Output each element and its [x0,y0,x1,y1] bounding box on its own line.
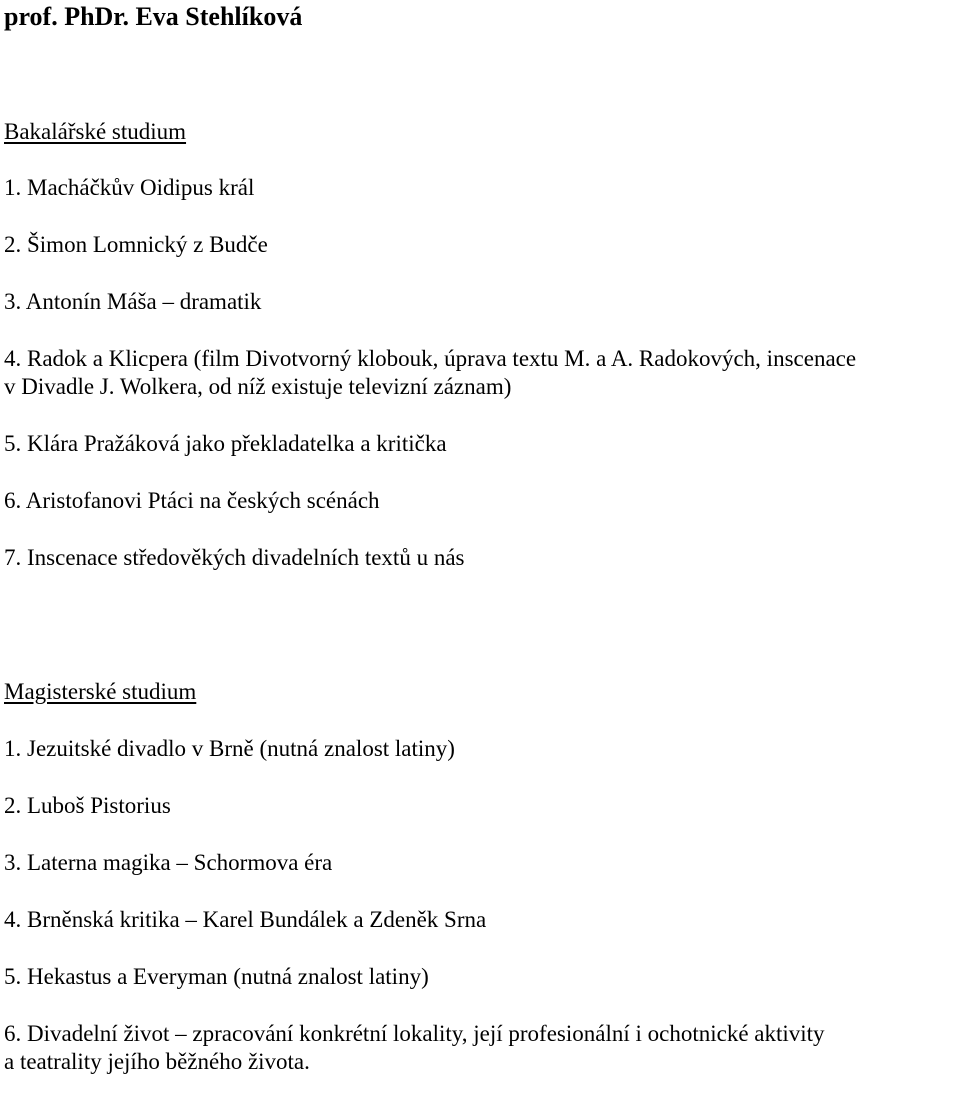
master-topic-list [4,735,956,1105]
list-item [4,345,956,401]
list-item: 5. Klára Pražáková jako překladatelka a kritička [4,431,447,456]
list-item: 5. Hekastus a Everyman (nutná znalost latiny) [4,964,429,989]
list-item: 7. Inscenace středověkých divadelních textů u nás [4,545,465,570]
section-heading-master: Magisterské studium [4,679,197,704]
section-heading-bachelor: Bakalářské studium [4,119,187,144]
list-item: 4. Brněnská kritika – Karel Bundálek a Zdeněk Srna [4,907,487,932]
list-item: 1. Jezuitské divadlo v Brně (nutná znalost latiny) [4,736,455,761]
list-item-line: v Divadle J. Wolkera, od níž existuje televizní záznam) [4,374,512,399]
list-item-line: 6. Divadelní život – zpracování konkrétní lokality, její profesionální i ochotnické aktivity [4,1021,825,1046]
document-title: prof. PhDr. Eva Stehlíková [4,2,303,31]
list-item: 6. Aristofanovi Ptáci na českých scénách [4,488,380,513]
list-item: 3. Laterna magika – Schormova éra [4,850,333,875]
list-item: 3. Antonín Máša – dramatik [4,289,262,314]
bachelor-topic-list [4,174,956,601]
list-item: 1. Macháčkův Oidipus král [4,175,255,200]
list-item: 2. Šimon Lomnický z Budče [4,232,268,257]
list-item [4,1020,956,1076]
list-item-line: a teatrality jejího běžného života. [4,1049,310,1074]
list-item-line: 4. Radok a Klicpera (film Divotvorný klobouk, úprava textu M. a A. Radokových, inscenace [4,346,857,371]
list-item: 2. Luboš Pistorius [4,793,171,818]
